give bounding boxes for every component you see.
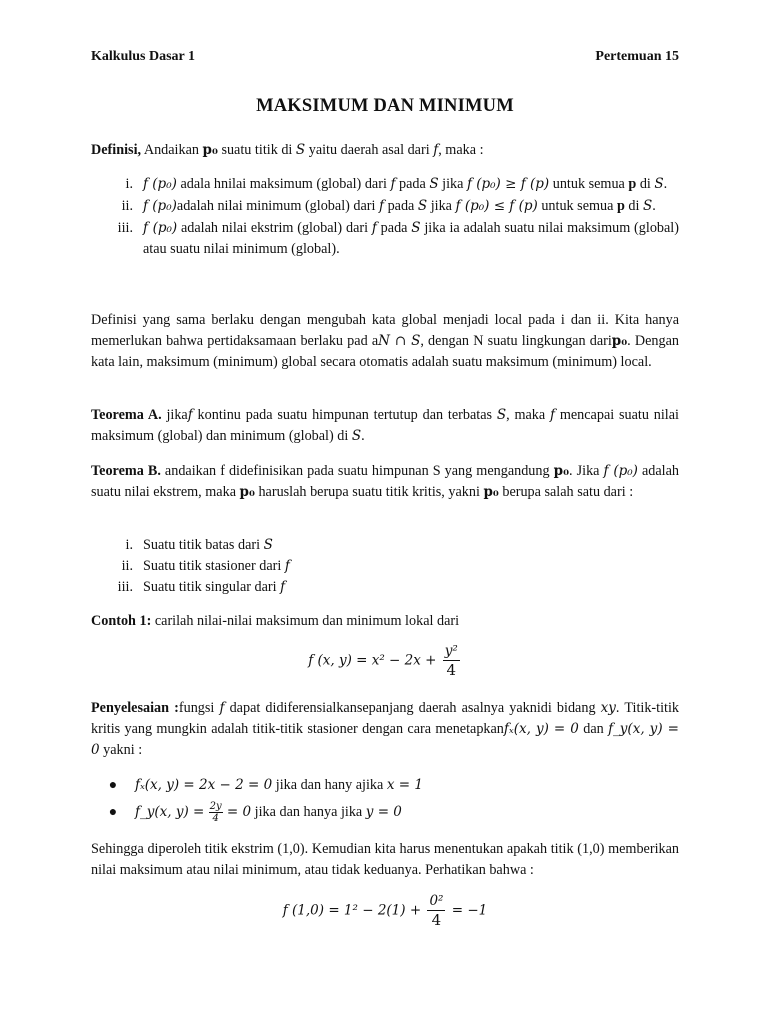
critical-point-list	[91, 535, 679, 598]
list-item: i. f (p₀) adala hnilai maksimum (global) dari f pada S jika f (p₀) ≥ f (p) untuk semua p di S.	[125, 176, 668, 192]
theorem-b: Teorema B. andaikan f didefinisikan pada suatu himpunan S yang mengandung p₀. Jika f (p₀) adalah suatu nilai ekstrem, maka p₀ haruslah berupa suatu titik kritis, yakni p₀ berupa salah satu dari :	[91, 463, 679, 500]
example-statement: Contoh 1: carilah nilai-nilai maksimum dan minimum lokal dari	[91, 613, 460, 629]
example-equation: f (x, y) = x² − 2x + $\frac{\text{y²}}{4}$	[308, 643, 458, 679]
solution-bullets	[91, 773, 679, 827]
theorem-a-label: Teorema A.	[91, 407, 162, 423]
bullet-icon: ●	[108, 777, 118, 793]
conclusion-paragraph: Sehingga diperoleh titik ekstrim (1,0). Kemudian kita harus menentukan apakah titik (1,0) memberikan nilai maksimum atau nilai minimum, atau tidak keduanya. Perhatikan bahwa :	[91, 841, 679, 878]
list-item: iii. f (p₀) adalah nilai ekstrim (global) dari f pada S jika ia adalah suatu nilai maksimum (global) atau suatu nilai minimum (global).	[117, 220, 679, 257]
definition-label: Definisi,	[91, 142, 142, 158]
page-title: MAKSIMUM DAN MINIMUM	[256, 96, 514, 116]
local-definition-paragraph: Definisi yang sama berlaku dengan mengubah kata global menjadi local pada i dan ii. Kita hanya memerlukan bahwa pertidaksamaan berlaku pad aN ∩ S, dengan N suatu lingkungan darip₀. Dengan kata lain, maksimum (minimum) global secara otomatis adalah suatu maksimum (minimum) local.	[91, 312, 679, 370]
course-name: Kalkulus Dasar 1	[91, 49, 195, 64]
theorem-b-label: Teorema B.	[91, 463, 161, 479]
solution-paragraph: Penyelesaian :fungsi f dapat didiferensialkansepanjang daerah asalnya yaknidi bidang xy. Titik-titik kritis yang mungkin adalah titik-titik stasioner dengan cara menetapkanfₓ(x, y) = 0 dan f_y(x, y) = 0 yakni :	[91, 700, 680, 758]
evaluation-equation: f (1,0) = 1² − 2(1) + $\frac{\text{0²}}{4}$ = −1	[282, 893, 488, 929]
meeting-number: Pertemuan 15	[595, 49, 679, 64]
example-label: Contoh 1:	[91, 613, 152, 629]
list-item: ii. Suatu titik stasioner dari f	[121, 558, 290, 574]
definition-intro: Definisi, Andaikan p₀ suatu titik di S yaitu daerah asal dari f, maka :	[91, 142, 484, 158]
list-item: i. Suatu titik batas dari S	[125, 537, 273, 553]
list-item: iii. Suatu titik singular dari f	[117, 579, 286, 595]
definition-list	[91, 174, 679, 260]
list-item: ● fₓ(x, y) = 2x − 2 = 0 jika dan hany ajika x = 1	[91, 773, 679, 797]
bullet-icon: ●	[108, 804, 118, 820]
list-item: ● f_y(x, y) = $\frac{2y}{4}$ = 0 jika dan hanya jika y = 0	[91, 797, 679, 827]
solution-label: Penyelesaian :	[91, 700, 179, 716]
page-header	[91, 46, 679, 67]
theorem-a: Teorema A. jikaf kontinu pada suatu himpunan tertutup dan terbatas S, maka f mencapai suatu nilai maksimum (global) dan minimum (global) di S.	[91, 407, 679, 444]
list-item: ii. f (p₀)adalah nilai minimum (global) dari f pada S jika f (p₀) ≤ f (p) untuk semua p di S.	[121, 198, 656, 214]
